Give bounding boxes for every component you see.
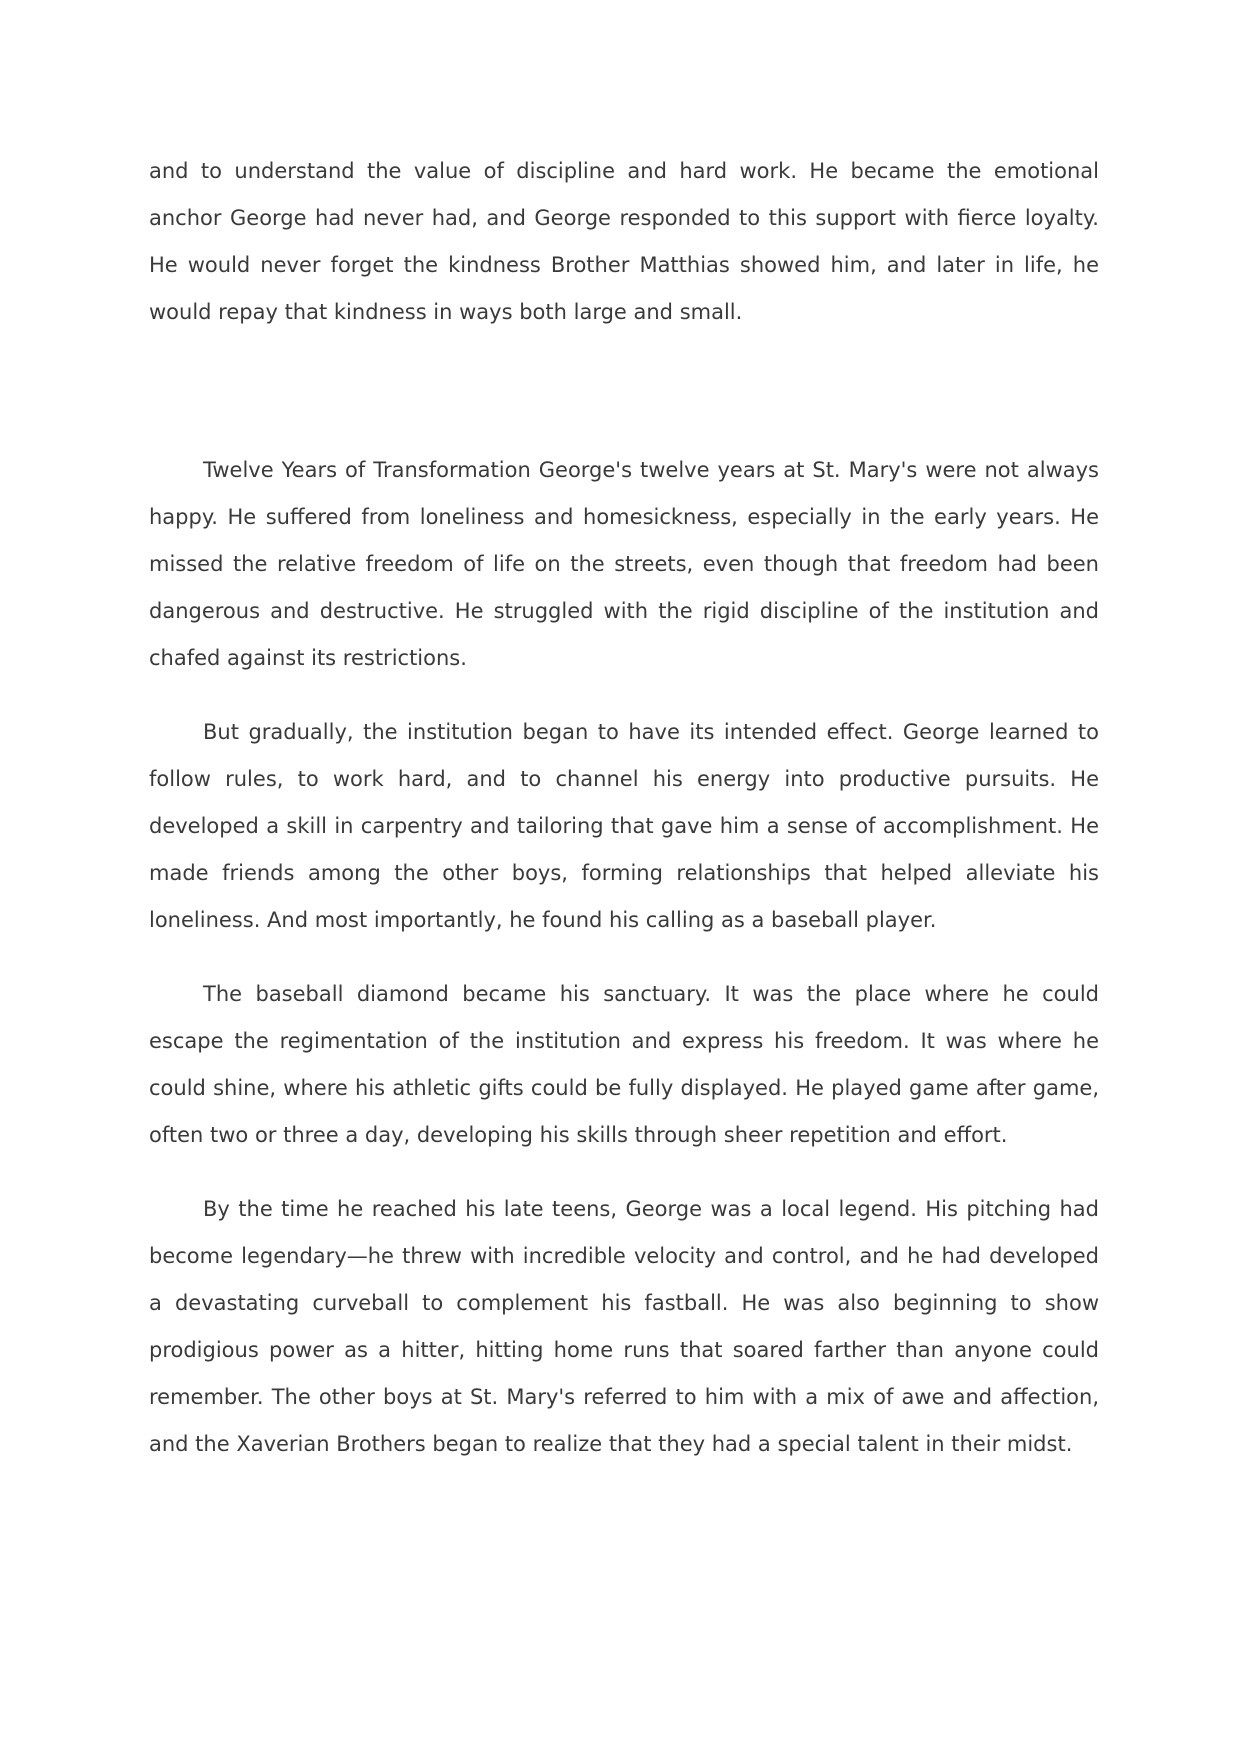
paragraph-late-teens: By the time he reached his late teens, George was a local legend. His pitching had become legendary—he threw with incredible velocity and control, and he had developed a devastating curveball to complement his fastball. He was also beginning to show prodigious power as a hitter, hitting home runs that soared farther than anyone could remember. The other boys at St. Mary's referred to him with a mix of awe and affection, and the Xaverian Brothers began to realize that they had a special talent in their midst. [149,1197,1099,1456]
main-text-block [149,447,1099,1468]
paragraph-twelve-years: Twelve Years of Transformation George's twelve years at St. Mary's were not always happy. He suffered from loneliness and homesickness, especially in the early years. He missed the relative freedom of life on the streets, even though that freedom had been dangerous and destructive. He struggled with the rigid discipline of the institution and chafed against its restrictions. [149,458,1099,670]
paragraph-baseball-diamond: The baseball diamond became his sanctuary. It was the place where he could escape the regimentation of the institution and express his freedom. It was where he could shine, where his athletic gifts could be fully displayed. He played game after game, often two or three a day, developing his skills through sheer repetition and effort. [149,982,1099,1147]
continuation-block [149,148,1099,336]
paragraph-gradually: But gradually, the institution began to have its intended effect. George learned to follow rules, to work hard, and to channel his energy into productive pursuits. He developed a skill in carpentry and tailoring that gave him a sense of accomplishment. He made friends among the other boys, forming relationships that helped alleviate his loneliness. And most importantly, he found his calling as a baseball player. [149,720,1099,932]
paragraph-continuation: and to understand the value of discipline and hard work. He became the emotional anchor George had never had, and George responded to this support with fierce loyalty. He would never forget the kindness Brother Matthias showed him, and later in life, he would repay that kindness in ways both large and small. [149,159,1099,324]
